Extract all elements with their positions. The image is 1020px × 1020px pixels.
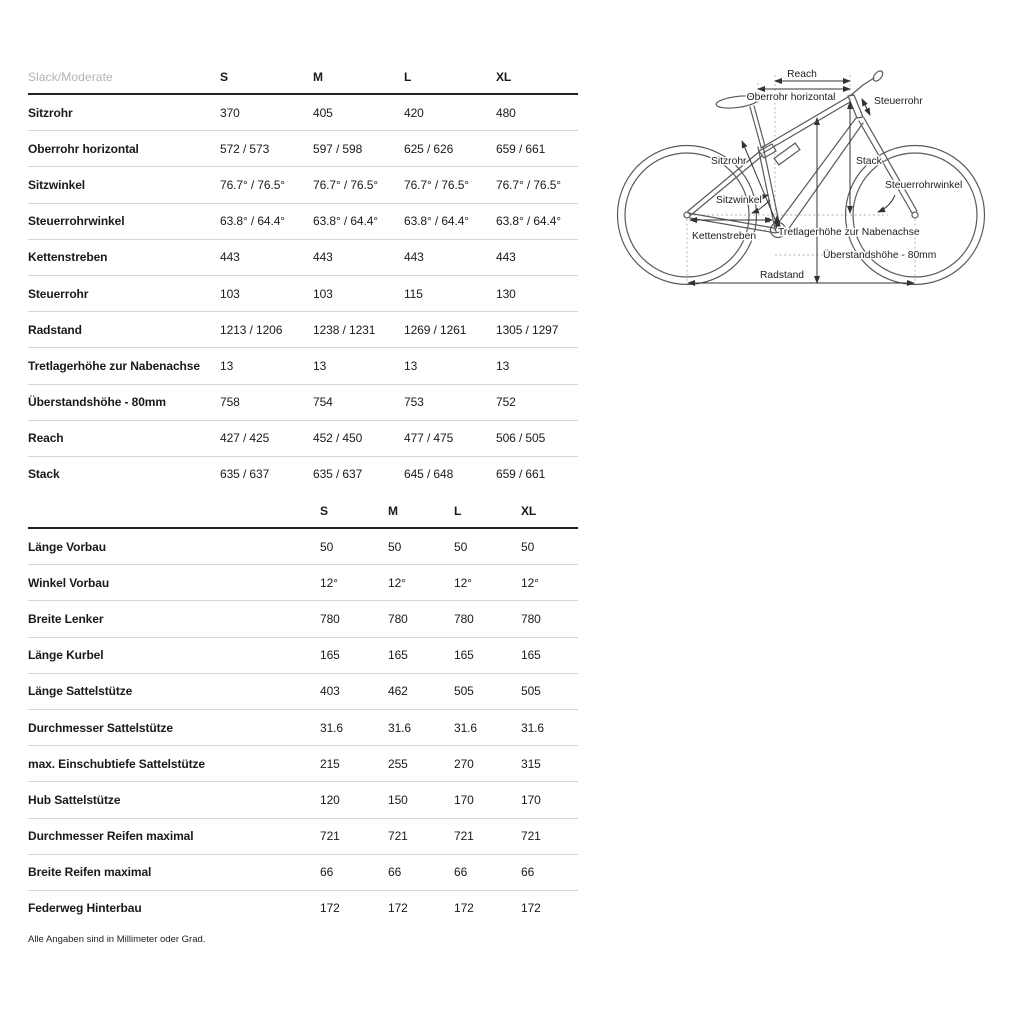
table-row [28, 384, 578, 420]
cell-s: 120 [320, 792, 340, 807]
table-row [28, 130, 578, 166]
cell-xl: 505 [521, 684, 541, 699]
cell-m: 12° [388, 575, 406, 590]
steuerrohr-arrow [862, 99, 870, 115]
cell-s: 50 [320, 539, 334, 554]
cell-l: 780 [454, 611, 474, 626]
col-header-l: L [404, 70, 412, 84]
cell-m: 165 [388, 648, 408, 663]
cell-xl: 659 / 661 [496, 141, 546, 156]
cell-m: 462 [388, 684, 408, 699]
table-row [28, 673, 578, 709]
cell-s: 403 [320, 684, 340, 699]
table-row [28, 781, 578, 817]
cell-xl: 13 [496, 358, 510, 373]
cell-l: 753 [404, 395, 424, 410]
cell-l: 443 [404, 250, 424, 265]
row-label: Federweg Hinterbau [28, 901, 142, 916]
table-row [28, 456, 578, 492]
row-label: Breite Reifen maximal [28, 865, 152, 880]
col-header-s: S [220, 70, 228, 84]
row-label: Länge Sattelstütze [28, 684, 133, 699]
row-label: Winkel Vorbau [28, 575, 110, 590]
cell-xl: 780 [521, 611, 541, 626]
cell-s: 780 [320, 611, 340, 626]
table-row [28, 890, 578, 926]
cell-l: 172 [454, 901, 474, 916]
cell-xl: 12° [521, 575, 539, 590]
cell-s: 758 [220, 395, 240, 410]
cell-s: 443 [220, 250, 240, 265]
cell-l: 477 / 475 [404, 431, 454, 446]
bike-geometry-diagram [614, 54, 1010, 316]
stack-label: Stack [856, 156, 882, 167]
row-label: Durchmesser Sattelstütze [28, 720, 173, 735]
units-footnote: Alle Angaben sind in Millimeter oder Grad. [28, 934, 206, 945]
cell-xl: 1305 / 1297 [496, 322, 559, 337]
geometry-table-header [28, 70, 578, 95]
table-row [28, 203, 578, 239]
cell-m: 452 / 450 [313, 431, 363, 446]
col-header-xl: XL [496, 70, 512, 84]
cell-l: 12° [454, 575, 472, 590]
cell-xl: 76.7° / 76.5° [496, 177, 562, 192]
cell-m: 754 [313, 395, 333, 410]
cell-l: 625 / 626 [404, 141, 454, 156]
cell-m: 443 [313, 250, 333, 265]
cell-s: 12° [320, 575, 338, 590]
row-label: Reach [28, 431, 64, 446]
cell-xl: 170 [521, 792, 541, 807]
cell-l: 645 / 648 [404, 467, 454, 482]
table-row [28, 745, 578, 781]
cell-xl: 443 [496, 250, 516, 265]
components-table-header [28, 504, 578, 529]
col-header-l: L [454, 504, 462, 518]
cell-l: 63.8° / 64.4° [404, 214, 470, 229]
cell-s: 427 / 425 [220, 431, 270, 446]
tretlagerhoehe-label: Tretlagerhöhe zur Nabenachse [778, 227, 920, 238]
cell-m: 66 [388, 865, 402, 880]
cell-xl: 315 [521, 756, 541, 771]
cell-l: 76.7° / 76.5° [404, 177, 470, 192]
col-header-m: M [313, 70, 323, 84]
row-label: Kettenstreben [28, 250, 108, 265]
cell-l: 721 [454, 829, 474, 844]
cell-s: 572 / 573 [220, 141, 270, 156]
cell-s: 66 [320, 865, 334, 880]
row-label: Breite Lenker [28, 611, 104, 626]
cell-m: 103 [313, 286, 333, 301]
table-row [28, 529, 578, 564]
row-label: Stack [28, 467, 60, 482]
row-label: Sitzwinkel [28, 177, 86, 192]
cell-m: 721 [388, 829, 408, 844]
geometry-table [28, 70, 578, 492]
table-row [28, 564, 578, 600]
cell-l: 115 [404, 286, 423, 301]
col-header-m: M [388, 504, 398, 518]
cell-m: 172 [388, 901, 408, 916]
radstand-label: Radstand [759, 270, 805, 281]
steuerrohrwinkel-arc [878, 195, 895, 212]
col-header-s: S [320, 504, 328, 518]
col-header-xl: XL [521, 504, 537, 518]
cell-m: 150 [388, 792, 408, 807]
steuerrohrwinkel-label: Steuerrohrwinkel [885, 180, 963, 191]
cell-s: 172 [320, 901, 340, 916]
row-label: Länge Vorbau [28, 539, 106, 554]
row-label: max. Einschubtiefe Sattelstütze [28, 756, 205, 771]
table-row [28, 95, 578, 130]
cell-l: 165 [454, 648, 474, 663]
steuerrohr-label: Steuerrohr [874, 96, 923, 107]
components-table [28, 504, 578, 926]
row-label: Steuerrohr [28, 286, 89, 301]
table-row [28, 637, 578, 673]
cell-xl: 130 [496, 286, 516, 301]
cell-m: 597 / 598 [313, 141, 363, 156]
cell-xl: 480 [496, 105, 516, 120]
cell-m: 255 [388, 756, 408, 771]
row-label: Länge Kurbel [28, 648, 104, 663]
row-label: Überstandshöhe - 80mm [28, 395, 166, 410]
cell-l: 13 [404, 358, 418, 373]
cell-xl: 659 / 661 [496, 467, 546, 482]
cell-xl: 506 / 505 [496, 431, 546, 446]
row-label: Oberrohr horizontal [28, 141, 139, 156]
cell-m: 50 [388, 539, 402, 554]
row-label: Tretlagerhöhe zur Nabenachse [28, 358, 200, 373]
table-row [28, 709, 578, 745]
cell-xl: 721 [521, 829, 541, 844]
row-label: Radstand [28, 322, 82, 337]
cell-l: 170 [454, 792, 474, 807]
cell-xl: 50 [521, 539, 535, 554]
cell-l: 420 [404, 105, 424, 120]
table-row [28, 347, 578, 383]
kettenstreben-label: Kettenstreben [692, 231, 757, 242]
cell-l: 505 [454, 684, 474, 699]
cell-s: 13 [220, 358, 234, 373]
cell-l: 31.6 [454, 720, 477, 735]
cell-m: 63.8° / 64.4° [313, 214, 379, 229]
cell-s: 31.6 [320, 720, 343, 735]
cell-m: 405 [313, 105, 333, 120]
cell-s: 721 [320, 829, 340, 844]
cell-m: 76.7° / 76.5° [313, 177, 379, 192]
row-label: Durchmesser Reifen maximal [28, 829, 194, 844]
row-label: Sitzrohr [28, 105, 73, 120]
sitzrohr-label: Sitzrohr [711, 156, 747, 167]
cell-s: 370 [220, 105, 240, 120]
cell-xl: 31.6 [521, 720, 544, 735]
table-row [28, 275, 578, 311]
cell-l: 1269 / 1261 [404, 322, 467, 337]
table-row [28, 818, 578, 854]
cell-s: 165 [320, 648, 340, 663]
oberrohr-label: Oberrohr horizontal [746, 92, 836, 103]
table-caption: Slack/Moderate [28, 70, 113, 84]
cockpit [850, 69, 885, 96]
cell-s: 635 / 637 [220, 467, 270, 482]
cell-m: 13 [313, 358, 327, 373]
table-row [28, 600, 578, 636]
reach-label: Reach [787, 69, 817, 80]
cell-xl: 752 [496, 395, 516, 410]
row-label: Steuerrohrwinkel [28, 214, 125, 229]
table-row [28, 420, 578, 456]
cell-m: 31.6 [388, 720, 411, 735]
cell-xl: 63.8° / 64.4° [496, 214, 562, 229]
table-row [28, 239, 578, 275]
cell-xl: 66 [521, 865, 535, 880]
cell-m: 635 / 637 [313, 467, 363, 482]
cell-l: 66 [454, 865, 468, 880]
cell-s: 63.8° / 64.4° [220, 214, 286, 229]
table-row [28, 854, 578, 890]
cell-l: 270 [454, 756, 474, 771]
cell-s: 215 [320, 756, 340, 771]
row-label: Hub Sattelstütze [28, 792, 121, 807]
ueberstandshoehe-label: Überstandshöhe - 80mm [823, 250, 937, 261]
cell-m: 780 [388, 611, 408, 626]
cell-s: 103 [220, 286, 240, 301]
cell-l: 50 [454, 539, 468, 554]
cell-s: 76.7° / 76.5° [220, 177, 286, 192]
sitzwinkel-label: Sitzwinkel [716, 195, 762, 206]
table-row [28, 311, 578, 347]
cell-xl: 165 [521, 648, 541, 663]
cell-m: 1238 / 1231 [313, 322, 376, 337]
table-row [28, 166, 578, 202]
cell-s: 1213 / 1206 [220, 322, 283, 337]
cell-xl: 172 [521, 901, 541, 916]
